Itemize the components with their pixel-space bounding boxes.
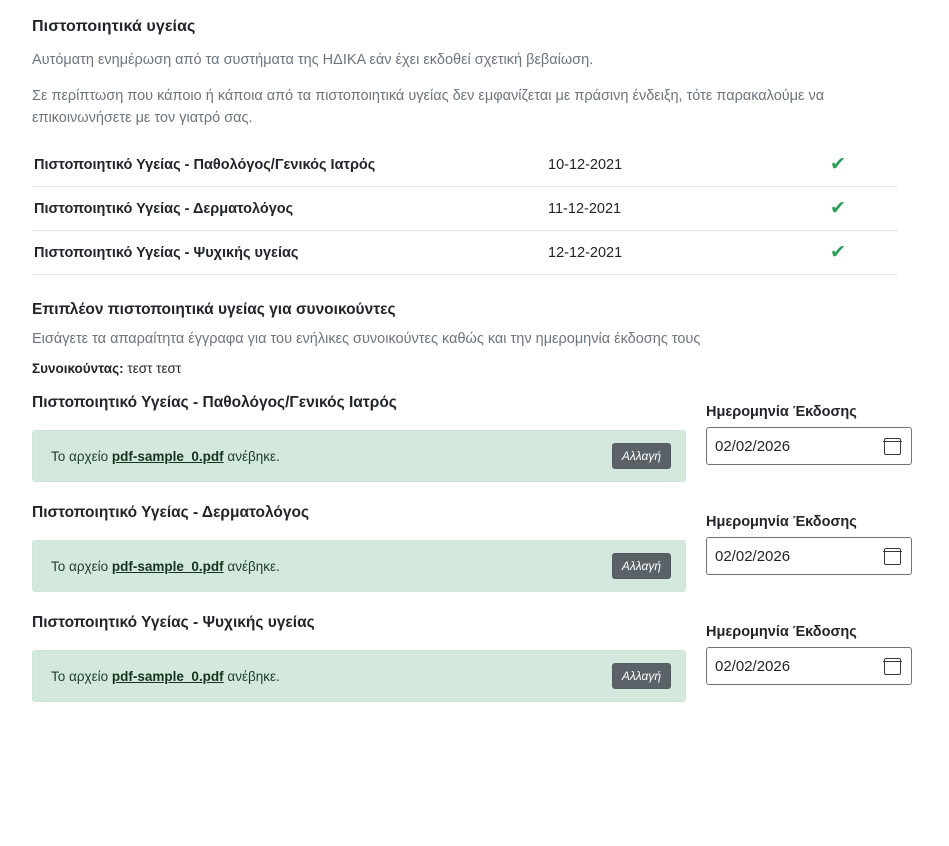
intro-text-auto-update: Αυτόματη ενημέρωση από τα συστήματα της ΗΔΙΚΑ εάν έχει εκδοθεί σχετική βεβαίωση. [32, 52, 594, 68]
file-prefix-label: Το αρχείο [51, 668, 109, 684]
issue-date-label: Ημερομηνία Έκδοσης [706, 514, 857, 531]
status-badge [778, 231, 898, 275]
calendar-icon[interactable] [884, 438, 901, 455]
issue-date-label: Ημερομηνία Έκδοσης [706, 624, 857, 641]
certificate-name: Πιστοποιητικό Υγείας - Ψυχικής υγείας [34, 244, 299, 261]
change-file-button[interactable]: Αλλαγή [612, 443, 671, 469]
check-icon: ✔ [830, 198, 846, 220]
upload-title: Πιστοποιητικό Υγείας - Παθολόγος/Γενικός Ιατρός [32, 394, 397, 412]
issue-date-input[interactable] [706, 537, 912, 575]
issue-date-column [706, 514, 912, 575]
issue-date-value: 02/02/2026 [715, 437, 791, 455]
upload-block-dermatologist [32, 504, 917, 592]
status-badge [778, 143, 898, 187]
upload-title: Πιστοποιητικό Υγείας - Ψυχικής υγείας [32, 614, 315, 632]
certificate-name: Πιστοποιητικό Υγείας - Παθολόγος/Γενικός Ιατρός [34, 156, 376, 173]
extra-certificates-hint: Εισάγετε τα απαραίτητα έγγραφα για του ενήλικες συνοικούντες καθώς και την ημερομηνία έκδοσης τους [32, 331, 701, 348]
uploaded-file-text [51, 449, 280, 464]
certificate-date: 10-12-2021 [548, 156, 623, 173]
issue-date-input[interactable] [706, 427, 912, 465]
table-row [32, 231, 898, 275]
uploaded-file-text [51, 669, 280, 684]
upload-row [32, 514, 917, 592]
upload-row [32, 624, 917, 702]
check-icon: ✔ [830, 154, 846, 176]
upload-block-pathologist [32, 394, 917, 482]
certificates-table [32, 143, 898, 275]
uploaded-file-text [51, 559, 280, 574]
uploaded-file-link[interactable]: pdf-sample_0.pdf [111, 668, 224, 684]
issue-date-column [706, 624, 912, 685]
uploaded-file-box [32, 650, 686, 702]
file-suffix-label: ανέβηκε. [227, 558, 280, 574]
issue-date-input[interactable] [706, 647, 912, 685]
change-file-button[interactable]: Αλλαγή [612, 553, 671, 579]
uploaded-file-link[interactable]: pdf-sample_0.pdf [111, 558, 224, 574]
table-row [32, 187, 898, 231]
resident-line [32, 361, 917, 376]
issue-date-value: 02/02/2026 [715, 547, 791, 565]
change-file-button[interactable]: Αλλαγή [612, 663, 671, 689]
file-suffix-label: ανέβηκε. [227, 668, 280, 684]
file-prefix-label: Το αρχείο [51, 448, 109, 464]
file-prefix-label: Το αρχείο [51, 558, 109, 574]
calendar-icon[interactable] [884, 548, 901, 565]
calendar-icon[interactable] [884, 658, 901, 675]
issue-date-column [706, 404, 912, 465]
resident-label: Συνοικούντας: [32, 361, 124, 377]
check-icon: ✔ [830, 242, 846, 264]
certificate-name: Πιστοποιητικό Υγείας - Δερματολόγος [34, 200, 294, 217]
extra-certificates-title: Επιπλέον πιστοποιητικά υγείας για συνοικούντες [32, 301, 396, 319]
resident-name: τεστ τεστ [127, 361, 182, 377]
certificate-date: 12-12-2021 [548, 244, 623, 261]
table-row [32, 143, 898, 187]
uploaded-file-box [32, 540, 686, 592]
issue-date-label: Ημερομηνία Έκδοσης [706, 404, 857, 421]
status-badge [778, 187, 898, 231]
file-suffix-label: ανέβηκε. [227, 448, 280, 464]
intro-text-contact-doctor: Σε περίπτωση που κάποιο ή κάποια από τα πιστοποιητικά υγείας δεν εμφανίζεται με πράσινη ένδειξη, τότε παρακαλούμε να επικοινωνήσετε με τον γιατρό σας. [32, 87, 825, 126]
upload-title: Πιστοποιητικό Υγείας - Δερματολόγος [32, 504, 310, 522]
uploaded-file-link[interactable]: pdf-sample_0.pdf [111, 448, 224, 464]
page-title: Πιστοποιητικά υγείας [32, 18, 196, 35]
upload-row [32, 404, 917, 482]
uploaded-file-box [32, 430, 686, 482]
certificate-date: 11-12-2021 [548, 200, 622, 217]
upload-block-mental-health [32, 614, 917, 702]
issue-date-value: 02/02/2026 [715, 657, 791, 675]
